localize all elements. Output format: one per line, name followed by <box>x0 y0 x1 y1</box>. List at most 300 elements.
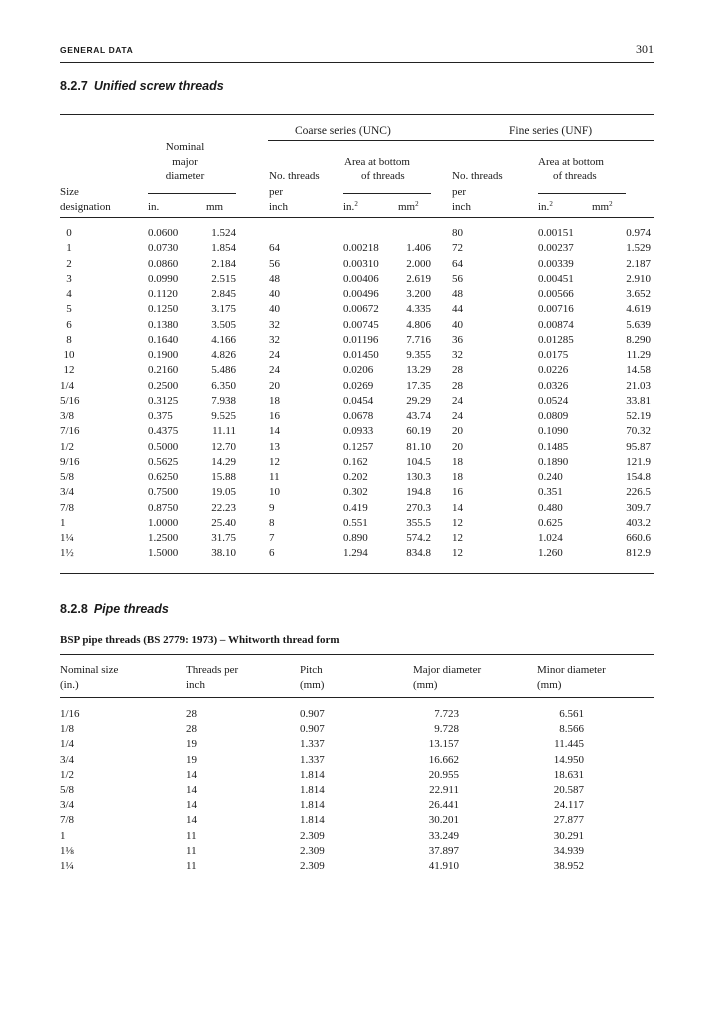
nominal-label: Nominal <box>165 141 205 153</box>
unified-cell-coarse-area-in2: 0.00745 <box>343 318 379 331</box>
unified-cell-fine-area-in2: 0.0175 <box>538 349 569 361</box>
unified-cell-diam-mm: 3.175 <box>211 303 236 316</box>
unified-cell-diam-mm: 38.10 <box>211 547 236 560</box>
unified-cell-diam-mm: 11.11 <box>212 425 236 438</box>
unified-cell-diam-in: 0.0600 <box>148 227 179 239</box>
bsp-cell-major-diameter: 16.662 <box>428 753 459 766</box>
unified-cell-diam-in: 0.375 <box>148 410 173 422</box>
unified-cell-fine-area-in2: 0.00566 <box>538 288 574 300</box>
bsp-cell-nominal-size: 3/4 <box>60 799 75 812</box>
unified-cell-diam-in: 0.1120 <box>148 288 178 300</box>
fine-per-label: per <box>452 186 467 198</box>
unified-cell-coarse-tpi: 13 <box>269 440 280 453</box>
unified-cell-diam-in: 0.0860 <box>148 257 179 270</box>
header-rule <box>60 62 654 63</box>
coarse-in2-unit: in.$^2$ <box>343 200 358 213</box>
bsp-cell-pitch: 2.309 <box>300 829 325 842</box>
unified-cell-coarse-tpi: 20 <box>269 379 280 392</box>
fine-inch-label: inch <box>452 201 471 213</box>
unified-cell-fine-tpi: 80 <box>452 227 463 239</box>
unified-cell-coarse-area-in2: 0.162 <box>343 455 368 468</box>
nominal-size-header: Nominal size <box>60 664 119 676</box>
unified-cell-diam-in: 0.1900 <box>148 349 179 361</box>
bsp-cell-major-diameter: 33.249 <box>428 829 459 842</box>
unified-cell-size: 7/16 <box>60 425 80 438</box>
bsp-cell-pitch: 1.814 <box>300 784 325 796</box>
unified-cell-fine-area-in2: 0.00451 <box>538 272 574 285</box>
bsp-cell-pitch: 0.907 <box>300 708 325 720</box>
unified-cell-fine-area-in2: 0.0524 <box>538 394 569 407</box>
unified-cell-diam-in: 0.3125 <box>148 394 179 407</box>
unified-cell-coarse-tpi: 24 <box>269 364 280 377</box>
unified-cell-coarse-area-in2: 0.551 <box>343 516 368 529</box>
unified-cell-fine-area-in2: 0.00237 <box>538 242 574 255</box>
bsp-cell-threads-per-inch: 11 <box>186 844 197 857</box>
unified-cell-fine-tpi: 12 <box>452 532 463 544</box>
unified-cell-fine-tpi: 12 <box>452 516 463 529</box>
bsp-cell-minor-diameter: 18.631 <box>553 768 584 781</box>
section-heading-pipe <box>60 602 169 616</box>
unified-cell-fine-area-mm2: 95.87 <box>626 440 651 453</box>
unified-cell-coarse-area-mm2: 17.35 <box>406 379 431 392</box>
fine-mm2-unit: $mm^2$ <box>592 200 613 213</box>
table2-header-rule <box>60 697 654 698</box>
bsp-cell-threads-per-inch: 14 <box>186 799 197 812</box>
unified-cell-fine-area-mm2: 121.9 <box>626 455 651 468</box>
unified-cell-coarse-area-in2: 0.202 <box>343 471 368 483</box>
bsp-cell-nominal-size: 1⅛ <box>60 844 74 857</box>
unified-cell-fine-tpi: 12 <box>452 547 463 560</box>
unified-cell-fine-tpi: 28 <box>452 364 463 377</box>
unified-cell-coarse-area-in2: 0.890 <box>343 532 368 544</box>
unified-cell-diam-in: 0.5000 <box>148 440 179 453</box>
pitch-header: Pitch <box>300 664 323 676</box>
unified-cell-size: 0 <box>66 227 72 239</box>
nominal-size-unit: (in.) <box>60 679 79 691</box>
unified-cell-diam-in: 0.5625 <box>148 455 179 468</box>
diameter-label: diameter <box>165 170 205 182</box>
unified-cell-coarse-area-mm2: 194.8 <box>406 486 431 499</box>
unified-cell-fine-area-mm2: 4.619 <box>626 303 651 316</box>
unified-cell-coarse-tpi: 8 <box>269 516 275 529</box>
bsp-cell-minor-diameter: 30.291 <box>553 829 584 842</box>
fine-of-threads-label: of threads <box>553 170 597 182</box>
unified-cell-coarse-tpi: 9 <box>269 501 275 514</box>
major-diameter-unit: (mm) <box>413 679 438 691</box>
threads-per-header: Threads per <box>186 664 239 676</box>
unified-cell-size: 5/16 <box>60 394 80 407</box>
unified-cell-size: 3/4 <box>60 486 75 499</box>
bsp-cell-pitch: 1.337 <box>300 753 325 766</box>
unified-cell-fine-area-mm2: 14.58 <box>626 364 651 377</box>
section-number: 8.2.7 <box>60 79 88 93</box>
unified-cell-fine-area-in2: 0.351 <box>538 486 563 499</box>
unified-cell-diam-in: 1.5000 <box>148 547 179 560</box>
unified-cell-fine-tpi: 16 <box>452 486 463 499</box>
coarse-series-heading: Coarse series (UNC) <box>295 125 391 137</box>
unified-cell-diam-mm: 22.23 <box>211 501 236 514</box>
bsp-cell-nominal-size: 1/4 <box>60 738 75 751</box>
unified-cell-diam-in: 0.8750 <box>148 501 179 514</box>
unified-cell-coarse-area-mm2: 81.10 <box>406 440 431 453</box>
unified-cell-diam-in: 0.6250 <box>148 471 179 483</box>
unified-cell-coarse-tpi: 16 <box>269 410 280 422</box>
unified-cell-size: 3 <box>66 272 72 285</box>
unified-cell-coarse-area-mm2: 2.619 <box>406 272 431 285</box>
bsp-cell-threads-per-inch: 28 <box>186 723 197 736</box>
unified-cell-size: 3/8 <box>60 410 75 422</box>
bsp-cell-pitch: 1.337 <box>300 738 325 751</box>
major-label: major <box>172 156 198 168</box>
unified-cell-diam-in: 0.1380 <box>148 318 179 331</box>
bsp-subtitle: BSP pipe threads (BS 2779: 1973) – Whitworth thread form <box>60 634 340 646</box>
unified-cell-fine-tpi: 18 <box>452 455 463 468</box>
unified-cell-coarse-area-in2: 0.0269 <box>343 379 374 392</box>
unified-cell-size: 4 <box>66 288 72 300</box>
unified-cell-coarse-area-mm2: 355.5 <box>406 516 431 529</box>
bsp-cell-threads-per-inch: 28 <box>186 708 197 720</box>
unified-cell-size: 5/8 <box>60 471 75 483</box>
bsp-cell-major-diameter: 20.955 <box>428 768 459 781</box>
unified-cell-diam-in: 0.2500 <box>148 379 179 392</box>
unified-cell-coarse-tpi: 32 <box>269 318 280 331</box>
unified-cell-fine-tpi: 32 <box>452 349 463 361</box>
unified-cell-fine-area-in2: 0.01285 <box>538 333 574 346</box>
bsp-cell-major-diameter: 13.157 <box>428 738 459 751</box>
unified-cell-coarse-area-mm2: 13.29 <box>406 364 431 377</box>
unified-cell-coarse-area-in2: 0.1257 <box>343 440 374 453</box>
threads-per-unit: inch <box>186 679 205 691</box>
section-title: Unified screw threads <box>93 79 224 93</box>
unified-cell-fine-area-in2: 0.240 <box>538 471 563 483</box>
unified-cell-fine-area-mm2: 52.19 <box>626 410 651 422</box>
bsp-cell-pitch: 1.814 <box>300 768 325 781</box>
unified-cell-fine-area-in2: 0.1890 <box>538 455 569 468</box>
running-header: GENERAL DATA <box>60 45 134 55</box>
unified-cell-diam-mm: 19.05 <box>211 486 236 499</box>
unified-cell-fine-area-in2: 0.0809 <box>538 410 569 422</box>
designation-label: designation <box>60 201 111 213</box>
bsp-cell-pitch: 0.907 <box>300 723 325 736</box>
unified-cell-fine-area-in2: 0.0326 <box>538 379 569 392</box>
unified-cell-fine-area-in2: 0.00339 <box>538 257 574 270</box>
bsp-cell-pitch: 2.309 <box>300 860 325 872</box>
unified-cell-fine-area-mm2: 2.187 <box>626 257 651 270</box>
bsp-cell-nominal-size: 1 <box>60 829 66 842</box>
unified-cell-coarse-area-in2: 0.00672 <box>343 303 379 316</box>
unified-cell-diam-mm: 9.525 <box>211 410 236 422</box>
unified-cell-fine-area-in2: 1.024 <box>538 532 563 544</box>
unified-cell-fine-area-in2: 0.480 <box>538 501 563 514</box>
unified-cell-size: 10 <box>63 349 75 361</box>
coarse-no-threads-label: No. threads <box>269 170 320 182</box>
diam-mm-unit: mm <box>206 201 224 213</box>
unified-cell-size: 1/2 <box>60 440 75 453</box>
fine-area-label: Area at bottom <box>538 156 604 168</box>
section-title: Pipe threads <box>93 602 169 616</box>
unified-cell-coarse-tpi: 64 <box>269 242 280 255</box>
unified-cell-coarse-area-mm2: 130.3 <box>406 471 431 483</box>
unified-cell-fine-tpi: 56 <box>452 272 463 285</box>
unified-cell-coarse-area-in2: 0.419 <box>343 501 368 514</box>
bsp-cell-threads-per-inch: 19 <box>186 738 197 751</box>
unified-cell-size: 1¼ <box>60 532 74 544</box>
unified-cell-fine-area-mm2: 33.81 <box>626 394 651 407</box>
bsp-cell-minor-diameter: 14.950 <box>553 753 584 766</box>
unified-cell-fine-tpi: 40 <box>452 318 463 331</box>
unified-cell-diam-mm: 31.75 <box>211 532 236 544</box>
bsp-cell-major-diameter: 22.911 <box>429 784 459 796</box>
unified-cell-diam-mm: 1.524 <box>211 227 236 239</box>
unified-cell-fine-tpi: 44 <box>452 303 463 316</box>
unified-cell-coarse-area-in2: 0.0933 <box>343 425 374 438</box>
unified-cell-coarse-tpi: 14 <box>269 425 280 438</box>
unified-cell-fine-area-mm2: 8.290 <box>626 333 651 346</box>
unified-cell-fine-tpi: 36 <box>452 333 463 346</box>
unified-cell-coarse-tpi: 7 <box>269 532 275 544</box>
fine-no-threads-label: No. threads <box>452 170 503 182</box>
bsp-cell-major-diameter: 30.201 <box>428 814 459 827</box>
unified-cell-size: 9/16 <box>60 455 80 468</box>
unified-cell-fine-tpi: 20 <box>452 440 463 453</box>
unified-cell-fine-tpi: 64 <box>452 257 463 270</box>
unified-cell-fine-area-mm2: 70.32 <box>626 425 651 438</box>
bsp-cell-pitch: 2.309 <box>300 844 325 857</box>
bsp-cell-major-diameter: 41.910 <box>428 860 459 872</box>
unified-cell-coarse-area-mm2: 104.5 <box>406 455 431 468</box>
unified-cell-coarse-tpi: 40 <box>269 303 280 316</box>
unified-cell-size: 12 <box>63 364 75 377</box>
unified-cell-fine-area-mm2: 11.29 <box>626 349 651 361</box>
bsp-cell-nominal-size: 3/4 <box>60 753 75 766</box>
unified-cell-diam-mm: 14.29 <box>211 455 236 468</box>
unified-cell-diam-mm: 5.486 <box>211 364 236 377</box>
unified-cell-fine-area-mm2: 2.910 <box>626 272 651 285</box>
unified-cell-fine-area-mm2: 0.974 <box>626 227 651 239</box>
major-diameter-header: Major diameter <box>413 664 482 676</box>
unified-cell-fine-area-in2: 0.00151 <box>538 227 574 239</box>
bsp-cell-nominal-size: 7/8 <box>60 814 75 827</box>
coarse-of-threads-label: of threads <box>361 170 405 182</box>
unified-cell-size: 1/4 <box>60 379 75 392</box>
unified-cell-coarse-tpi: 10 <box>269 486 280 499</box>
unified-cell-coarse-area-mm2: 2.000 <box>406 257 431 270</box>
unified-cell-fine-area-in2: 0.1090 <box>538 425 569 438</box>
unified-cell-coarse-area-mm2: 574.2 <box>406 532 431 544</box>
unified-cell-fine-tpi: 20 <box>452 425 463 438</box>
unified-cell-coarse-area-in2: 0.01196 <box>343 333 379 346</box>
fine-area-underline <box>538 193 626 194</box>
unified-cell-diam-mm: 4.166 <box>211 333 236 346</box>
unified-cell-diam-mm: 25.40 <box>211 516 236 529</box>
unified-cell-fine-area-mm2: 660.6 <box>626 532 651 544</box>
unified-cell-fine-area-in2: 0.0226 <box>538 364 569 377</box>
unified-cell-fine-area-mm2: 21.03 <box>626 379 651 392</box>
unified-cell-fine-tpi: 48 <box>452 288 463 300</box>
unified-cell-size: 7/8 <box>60 501 75 514</box>
unified-cell-fine-area-mm2: 1.529 <box>626 242 651 255</box>
unified-cell-size: 1 <box>60 516 66 529</box>
unified-cell-diam-mm: 2.845 <box>211 288 236 300</box>
fine-series-heading: Fine series (UNF) <box>509 125 593 137</box>
unified-cell-fine-area-mm2: 3.652 <box>626 288 651 300</box>
unified-cell-fine-area-mm2: 812.9 <box>626 547 651 560</box>
unified-cell-diam-in: 0.1250 <box>148 303 179 316</box>
bsp-cell-minor-diameter: 27.877 <box>553 814 584 827</box>
table1-header-rule <box>60 217 654 218</box>
bsp-cell-threads-per-inch: 14 <box>186 784 197 796</box>
unified-cell-fine-tpi: 18 <box>452 471 463 483</box>
unified-cell-diam-mm: 1.854 <box>211 242 236 255</box>
unified-cell-fine-area-mm2: 309.7 <box>626 501 651 514</box>
bsp-cell-minor-diameter: 34.939 <box>553 844 584 857</box>
bsp-cell-major-diameter: 26.441 <box>428 799 459 812</box>
bsp-cell-pitch: 1.814 <box>300 814 325 827</box>
unified-cell-size: 2 <box>66 257 72 270</box>
unified-cell-fine-tpi: 14 <box>452 501 463 514</box>
bsp-cell-minor-diameter: 6.561 <box>559 708 584 720</box>
coarse-per-label: per <box>269 186 284 198</box>
bsp-cell-major-diameter: 37.897 <box>428 844 459 857</box>
unified-cell-diam-mm: 2.184 <box>211 257 236 270</box>
unified-cell-coarse-tpi: 48 <box>269 272 280 285</box>
unified-cell-coarse-area-mm2: 4.335 <box>406 303 431 316</box>
bsp-cell-minor-diameter: 20.587 <box>553 784 584 796</box>
table2-top-rule <box>60 654 654 655</box>
unified-cell-fine-tpi: 72 <box>452 242 463 255</box>
coarse-inch-label: inch <box>269 201 288 213</box>
bsp-cell-minor-diameter: 8.566 <box>559 723 584 736</box>
unified-cell-coarse-area-in2: 1.294 <box>343 547 368 560</box>
coarse-area-label: Area at bottom <box>344 156 410 168</box>
unified-cell-coarse-area-mm2: 1.406 <box>406 242 431 255</box>
unified-cell-size: 1½ <box>60 547 74 560</box>
table1-top-rule <box>60 114 654 115</box>
fine-in2-unit: in.$^2$ <box>538 200 553 213</box>
coarse-mm2-unit: $mm^2$ <box>398 200 419 213</box>
unified-cell-coarse-tpi: 11 <box>269 471 280 483</box>
unified-cell-fine-area-in2: 0.00716 <box>538 303 574 316</box>
unified-cell-diam-in: 0.7500 <box>148 486 179 499</box>
unified-cell-coarse-tpi: 32 <box>269 333 280 346</box>
diameter-underline <box>148 193 236 194</box>
series-underline <box>268 140 654 141</box>
unified-cell-diam-in: 0.1640 <box>148 333 179 346</box>
unified-cell-coarse-area-mm2: 270.3 <box>406 501 431 514</box>
unified-cell-diam-in: 0.0730 <box>148 242 179 255</box>
diam-in-unit: in. <box>148 201 160 213</box>
unified-cell-coarse-tpi: 24 <box>269 349 280 361</box>
page-number: 301 <box>636 42 654 56</box>
unified-cell-coarse-area-in2: 0.00310 <box>343 257 379 270</box>
unified-cell-diam-mm: 3.505 <box>211 318 236 331</box>
bsp-cell-threads-per-inch: 11 <box>186 860 197 872</box>
unified-cell-coarse-tpi: 12 <box>269 455 280 468</box>
bsp-cell-pitch: 1.814 <box>300 799 325 812</box>
unified-cell-coarse-area-in2: 0.00496 <box>343 288 379 300</box>
unified-cell-coarse-area-in2: 0.00406 <box>343 272 379 285</box>
unified-cell-diam-in: 0.0990 <box>148 272 179 285</box>
unified-cell-coarse-area-in2: 0.00218 <box>343 242 379 255</box>
unified-cell-coarse-area-mm2: 60.19 <box>406 425 431 438</box>
unified-cell-coarse-area-in2: 0.302 <box>343 486 368 499</box>
unified-cell-diam-mm: 6.350 <box>211 379 236 392</box>
section-number: 8.2.8 <box>60 602 88 616</box>
bsp-cell-major-diameter: 9.728 <box>434 723 459 736</box>
unified-cell-diam-in: 1.0000 <box>148 516 179 529</box>
unified-cell-coarse-tpi: 18 <box>269 394 280 407</box>
unified-cell-diam-mm: 4.826 <box>211 349 236 361</box>
unified-cell-coarse-area-mm2: 7.716 <box>406 333 431 346</box>
unified-cell-fine-area-in2: 0.625 <box>538 516 563 529</box>
bsp-cell-threads-per-inch: 14 <box>186 768 197 781</box>
unified-cell-fine-area-mm2: 154.8 <box>626 471 651 483</box>
unified-cell-diam-in: 1.2500 <box>148 532 179 544</box>
bsp-cell-nominal-size: 1/2 <box>60 768 75 781</box>
unified-cell-diam-mm: 15.88 <box>211 471 236 483</box>
unified-cell-diam-in: 0.4375 <box>148 425 179 438</box>
size-label: Size <box>60 186 79 198</box>
table1-bottom-rule <box>60 573 654 574</box>
unified-cell-size: 5 <box>66 303 72 316</box>
bsp-cell-minor-diameter: 11.445 <box>554 738 584 751</box>
unified-cell-coarse-tpi: 56 <box>269 257 280 270</box>
bsp-cell-minor-diameter: 24.117 <box>554 799 584 812</box>
unified-cell-coarse-area-mm2: 4.806 <box>406 318 431 331</box>
unified-cell-coarse-area-mm2: 3.200 <box>406 288 431 300</box>
unified-cell-fine-area-mm2: 226.5 <box>626 486 651 499</box>
unified-cell-fine-area-mm2: 5.639 <box>626 318 651 331</box>
minor-diameter-unit: (mm) <box>537 679 562 691</box>
bsp-cell-threads-per-inch: 11 <box>186 829 197 842</box>
unified-cell-fine-tpi: 24 <box>452 394 463 407</box>
unified-cell-coarse-area-in2: 0.0678 <box>343 410 374 422</box>
bsp-cell-nominal-size: 5/8 <box>60 784 75 796</box>
unified-cell-fine-tpi: 28 <box>452 379 463 392</box>
unified-cell-fine-area-mm2: 403.2 <box>626 516 651 529</box>
unified-cell-diam-mm: 7.938 <box>211 394 236 407</box>
bsp-cell-minor-diameter: 38.952 <box>553 860 584 872</box>
section-heading-unified <box>60 79 224 93</box>
unified-cell-size: 8 <box>66 333 72 346</box>
bsp-cell-nominal-size: 1¼ <box>60 860 74 872</box>
coarse-area-underline <box>343 193 431 194</box>
unified-cell-fine-area-in2: 1.260 <box>538 547 563 560</box>
unified-cell-diam-mm: 2.515 <box>211 272 236 285</box>
unified-cell-coarse-tpi: 6 <box>269 547 275 560</box>
unified-cell-coarse-area-mm2: 43.74 <box>406 410 431 422</box>
bsp-cell-threads-per-inch: 19 <box>186 753 197 766</box>
bsp-cell-major-diameter: 7.723 <box>434 708 459 720</box>
unified-cell-diam-mm: 12.70 <box>211 440 236 453</box>
unified-cell-fine-area-in2: 0.1485 <box>538 440 569 453</box>
pitch-unit: (mm) <box>300 679 325 691</box>
unified-cell-coarse-area-mm2: 29.29 <box>406 394 431 407</box>
unified-cell-diam-in: 0.2160 <box>148 364 179 377</box>
unified-cell-size: 6 <box>66 318 72 331</box>
minor-diameter-header: Minor diameter <box>537 664 606 676</box>
unified-cell-coarse-area-in2: 0.0454 <box>343 394 374 407</box>
unified-cell-coarse-area-in2: 0.0206 <box>343 364 374 377</box>
unified-cell-coarse-tpi: 40 <box>269 288 280 300</box>
unified-cell-coarse-area-mm2: 9.355 <box>406 349 431 361</box>
unified-cell-fine-area-in2: 0.00874 <box>538 318 574 331</box>
bsp-cell-nominal-size: 1/8 <box>60 723 75 736</box>
bsp-cell-threads-per-inch: 14 <box>186 814 197 827</box>
unified-cell-size: 1 <box>66 242 72 255</box>
unified-cell-coarse-area-in2: 0.01450 <box>343 349 379 361</box>
unified-cell-coarse-area-mm2: 834.8 <box>406 547 431 560</box>
